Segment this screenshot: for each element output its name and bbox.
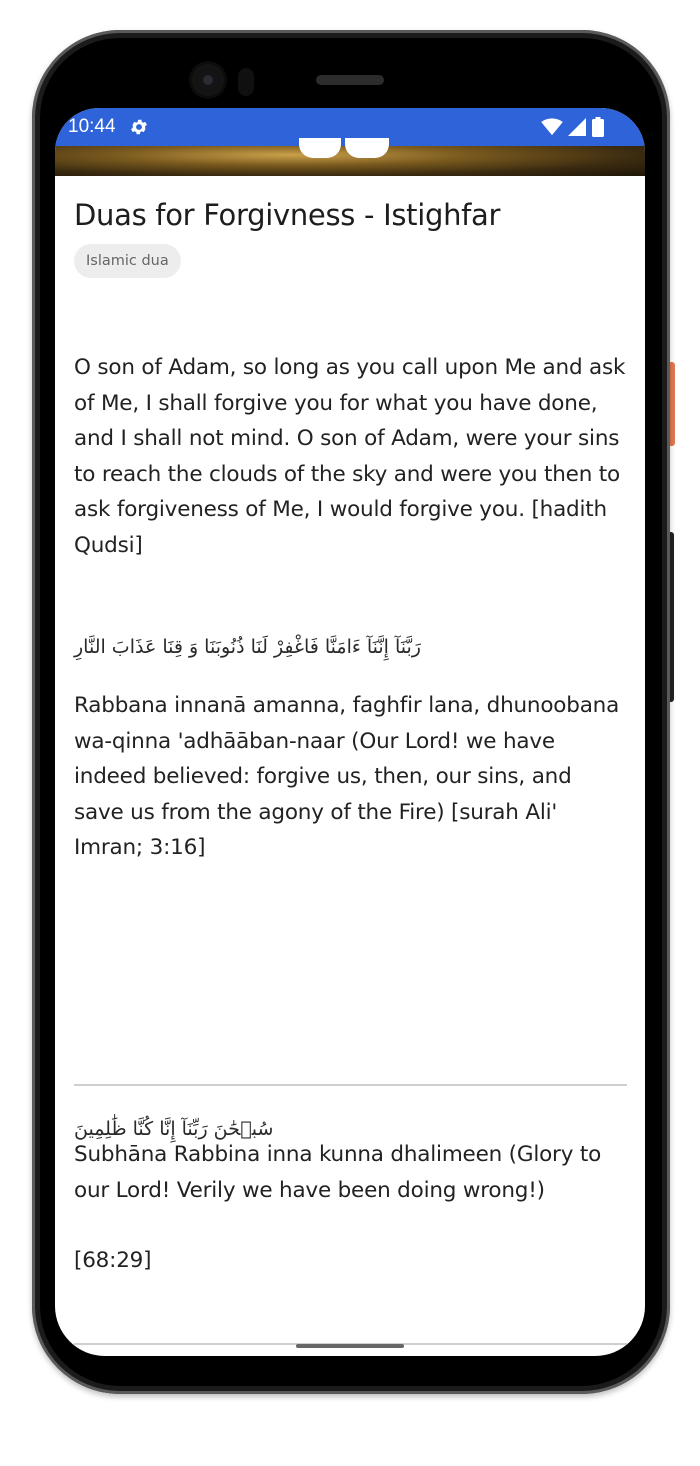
app-screen bbox=[55, 108, 645, 1356]
wifi-icon bbox=[541, 118, 563, 136]
dua-transliteration: Rabbana innanā amanna, faghfir lana, dhunoobana wa-qinna 'adhāāban-naar (Our Lord! we have indeed believed: forgive us, then, our sins, and save us from the agony of the Fire) [surah Ali' Imran; 3:16] bbox=[74, 693, 620, 860]
cell-signal-icon bbox=[567, 118, 587, 136]
status-icons bbox=[541, 117, 605, 137]
proximity-sensor bbox=[238, 68, 254, 96]
home-indicator[interactable] bbox=[296, 1344, 404, 1348]
banner-logo-shape bbox=[299, 138, 341, 158]
dua-arabic: رَبَّنَآ إِنَّنَآ ءَامَنَّا فَاغْفِرْ لَنَا ذُنُوبَنَا وَ قِنَا عَذَابَ النَّارِ bbox=[74, 636, 421, 658]
battery-icon bbox=[591, 117, 605, 137]
dua-transliteration: Subhāna Rabbina inna kunna dhalimeen (Glory to our Lord! Verily we have been doing wrong!) bbox=[74, 1142, 602, 1203]
intro-paragraph: O son of Adam, so long as you call upon Me and ask of Me, I shall forgive you for what you have done, and I shall not mind. O son of Adam, were your sins to reach the clouds of the sky and were you then to ask forgiveness of Me, I would forgive you. [hadith Qudsi] bbox=[74, 355, 626, 558]
banner-logo-shape bbox=[345, 138, 389, 158]
front-camera bbox=[192, 64, 224, 96]
page-title: Duas for Forgivness - Istighfar bbox=[74, 198, 501, 232]
dua-arabic: سُبۡحَٰنَ رَبِّنَآ إِنَّا كُنَّا ظَٰلِمِينَ bbox=[74, 1118, 274, 1140]
divider bbox=[74, 1084, 627, 1086]
dua-reference: [68:29] bbox=[74, 1248, 152, 1273]
category-chip[interactable]: Islamic dua bbox=[74, 244, 181, 278]
status-time: 10:44 bbox=[68, 116, 116, 137]
gear-icon bbox=[129, 117, 149, 137]
earpiece-speaker bbox=[316, 75, 384, 85]
header-banner-image bbox=[55, 146, 645, 176]
